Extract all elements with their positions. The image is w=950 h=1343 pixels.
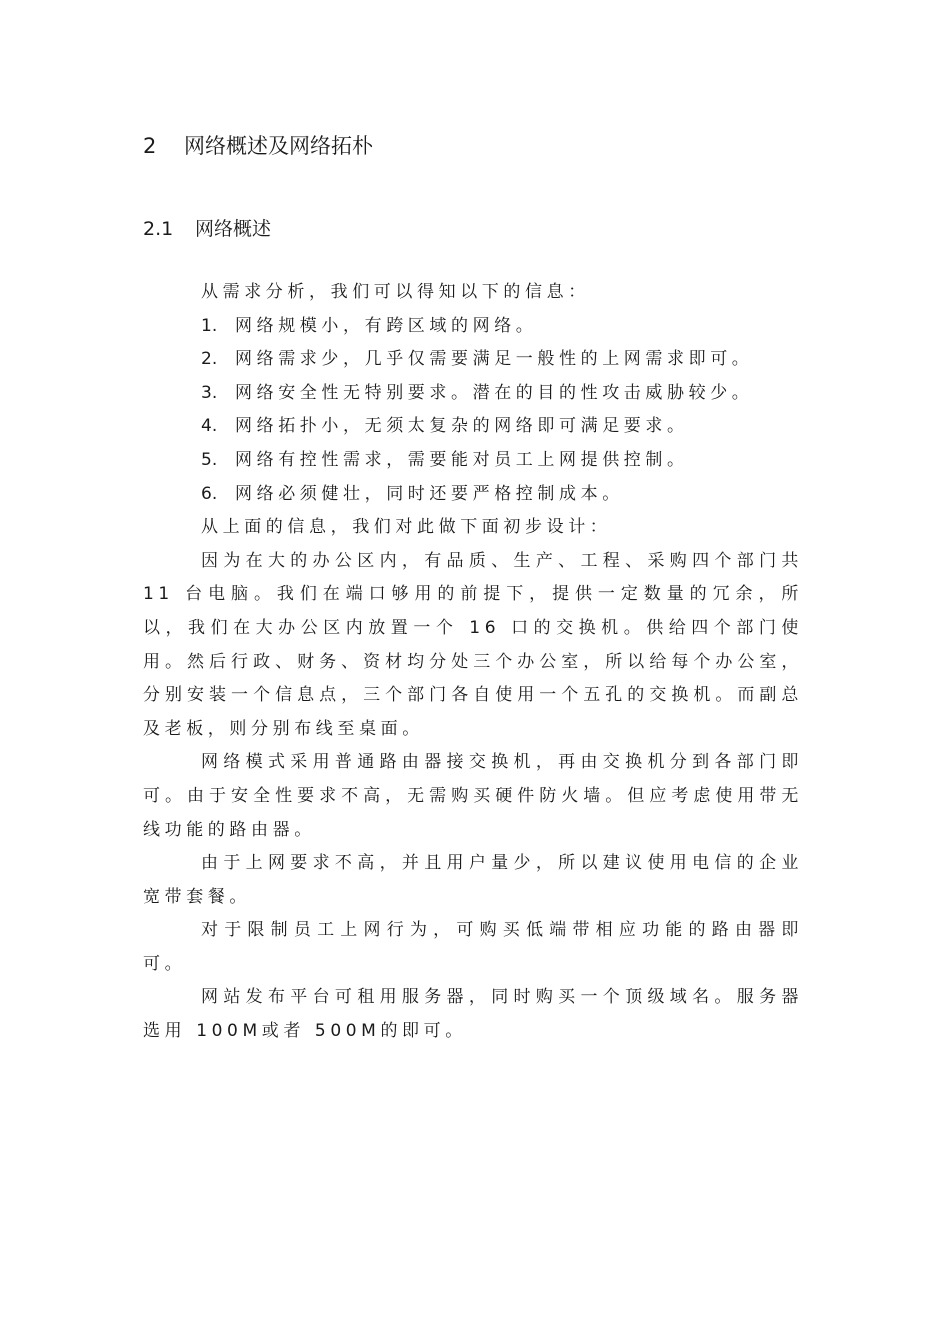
list-number: 5.	[201, 449, 218, 470]
list-text: 网络拓扑小，无须太复杂的网络即可满足要求。	[235, 416, 689, 437]
list-text: 网络需求少，几乎仅需要满足一般性的上网需求即可。	[235, 349, 754, 370]
access-control-paragraph: 对于限制员工上网行为，可购买低端带相应功能的路由器即可。	[143, 920, 803, 974]
section-number: 2.1	[143, 218, 174, 240]
list-item	[143, 444, 803, 478]
website-hosting-paragraph: 网站发布平台可租用服务器，同时购买一个顶级域名。服务器选用 100M或者 500M的即可。	[143, 987, 803, 1042]
design-intro-paragraph: 从上面的信息，我们对此做下面初步设计：	[201, 517, 612, 538]
chapter-number: 2	[143, 134, 157, 158]
list-text: 网络有控性需求，需要能对员工上网提供控制。	[235, 449, 689, 470]
chapter-heading	[143, 130, 373, 162]
list-text: 网络规模小，有跨区域的网络。	[235, 315, 538, 336]
office-layout-paragraph: 因为在大的办公区内，有品质、生产、工程、采购四个部门共 11 台电脑。我们在端口够用的前提下，提供一定数量的冗余，所以，我们在大办公区内放置一个 16 口的交换机。供给四个部门使用。然后行政、财务、资材均分处三个办公室，所以给每个办公室，分别安装一个信息点，三个部门各自使用一个五孔的交换机。而副总及老板，则分别布线至桌面。	[143, 550, 803, 739]
list-text: 网络必须健壮，同时还要严格控制成本。	[235, 483, 624, 504]
section-heading	[143, 214, 271, 244]
list-item	[143, 478, 803, 512]
list-item	[143, 310, 803, 344]
list-number: 3.	[201, 382, 218, 403]
list-item	[143, 377, 803, 411]
list-number: 6.	[201, 483, 218, 504]
list-number: 4.	[201, 416, 218, 437]
list-item	[143, 410, 803, 444]
network-mode-paragraph: 网络模式采用普通路由器接交换机，再由交换机分到各部门即可。由于安全性要求不高，无需购买硬件防火墙。但应考虑使用带无线功能的路由器。	[143, 752, 803, 840]
chapter-title: 网络概述及网络拓朴	[184, 134, 373, 158]
intro-paragraph: 从需求分析，我们可以得知以下的信息：	[201, 282, 590, 302]
list-number: 2.	[201, 349, 218, 370]
list-item	[143, 343, 803, 377]
list-text: 网络安全性无特别要求。潜在的目的性攻击威胁较少。	[235, 382, 754, 403]
broadband-paragraph: 由于上网要求不高，并且用户量少，所以建议使用电信的企业宽带套餐。	[143, 853, 803, 907]
list-number: 1.	[201, 315, 218, 336]
section-title: 网络概述	[195, 218, 272, 240]
body-text	[143, 276, 803, 1049]
